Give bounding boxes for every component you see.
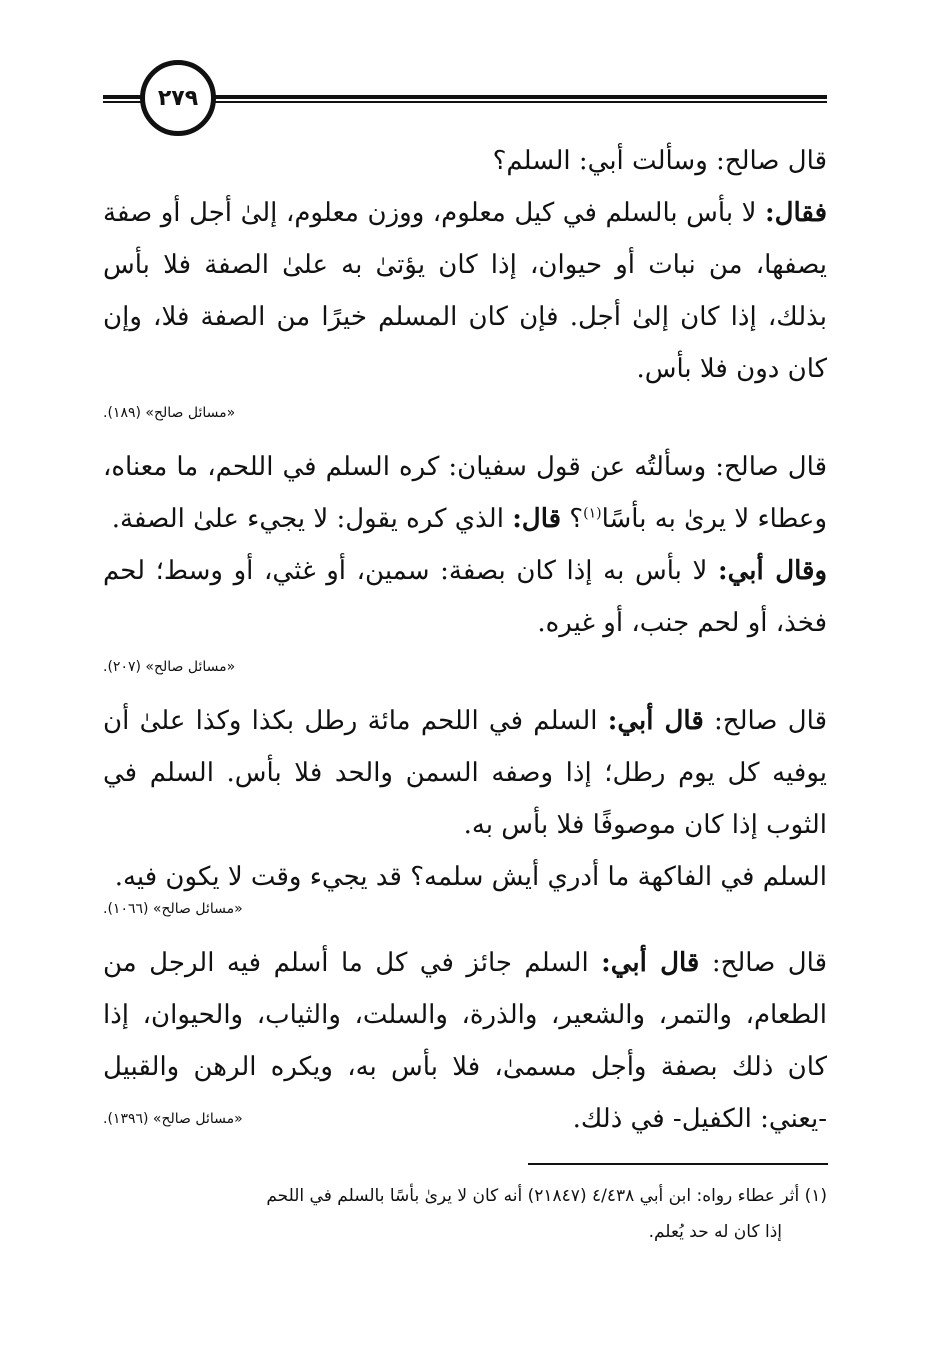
- paragraph: [103, 857, 827, 897]
- footnote-ref[interactable]: (١): [583, 505, 602, 522]
- page-header: [0, 0, 949, 140]
- page-body: [103, 135, 827, 1145]
- paragraph-text: الذي كره يقول: لا يجيء علىٰ الصفة.: [111, 504, 513, 534]
- footnote: [103, 1178, 827, 1250]
- paragraph-text: قال صالح:: [703, 706, 827, 736]
- paragraph-text: قال صالح: وسألت أبي: السلم؟: [492, 146, 827, 176]
- paragraph-text: قال صالح: وسألتُه عن قول سفيان: كره السلم في اللحم، ما معناه، وعطاء لا يرىٰ به بأسًا: [103, 452, 827, 534]
- page-number-badge: [140, 60, 216, 136]
- paragraph: [103, 545, 827, 649]
- paragraph-text: السلم في اللحم مائة رطل بكذا وكذا علىٰ أن يوفيه كل يوم رطل؛ إذا وصفه السمن والحد فلا بأس. السلم في الثوب إذا كان موصوفًا فلا بأس به.: [103, 706, 827, 840]
- citation: «مسائل صالح» (١٨٩).: [103, 405, 236, 421]
- paragraph: [103, 695, 827, 851]
- paragraph-text: قال صالح:: [699, 948, 827, 978]
- paragraph-text: ؟: [561, 504, 584, 534]
- paragraph: [103, 937, 827, 1145]
- header-rule: [193, 95, 827, 99]
- footnote-marker: (١): [804, 1186, 827, 1206]
- citation: «مسائل صالح» (١٠٦٦).: [103, 901, 243, 917]
- speaker-label: قال أبي:: [607, 706, 704, 736]
- paragraph: [103, 135, 827, 187]
- paragraph: [103, 187, 827, 395]
- footnote-line: إذا كان له حد يُعلم.: [648, 1222, 782, 1242]
- footnote-line: [103, 1178, 827, 1214]
- citation: «مسائل صالح» (٢٠٧).: [103, 659, 236, 675]
- footnote-separator: [528, 1163, 828, 1165]
- paragraph-text: السلم في الفاكهة ما أدري أيش سلمه؟ قد يجيء وقت لا يكون فيه.: [114, 862, 827, 892]
- page-number: ٢٧٩: [157, 85, 199, 111]
- speaker-label: وقال أبي:: [718, 556, 827, 586]
- footnote-text: أثر عطاء رواه: ابن أبي ٤/٤٣٨ (٢١٨٤٧) أنه كان لا يرىٰ بأسًا بالسلم في اللحم: [266, 1186, 805, 1206]
- speaker-label: قال أبي:: [601, 948, 700, 978]
- paragraph-text: لا بأس بالسلم في كيل معلوم، ووزن معلوم، إلىٰ أجل أو صفة يصفها، من نبات أو حيوان، إذا كان يؤتىٰ به علىٰ الصفة فلا بأس بذلك، إذا كان إلىٰ أجل. فإن كان المسلم خيرًا من الصفة فلا، وإن كان دون فلا بأس.: [103, 198, 827, 384]
- citation: «مسائل صالح» (١٣٩٦).: [103, 1111, 243, 1127]
- paragraph: [103, 441, 827, 545]
- paragraph-text: السلم جائز في كل ما أسلم فيه الرجل من الطعام، والتمر، والشعير، والذرة، والسلت، والثياب، والحيوان، إذا كان ذلك بصفة وأجل مسمىٰ، فلا بأس به، ويكره الرهن والقبيل -يعني: الكفيل- في ذلك.: [103, 948, 827, 1134]
- header-rule-thin: [193, 101, 827, 103]
- speaker-label: قال:: [512, 504, 562, 534]
- paragraph-text: لا بأس به إذا كان بصفة: سمين، أو غثي، أو وسط؛ لحم فخذ، أو لحم جنب، أو غيره.: [103, 556, 827, 638]
- speaker-label: فقال:: [765, 198, 827, 228]
